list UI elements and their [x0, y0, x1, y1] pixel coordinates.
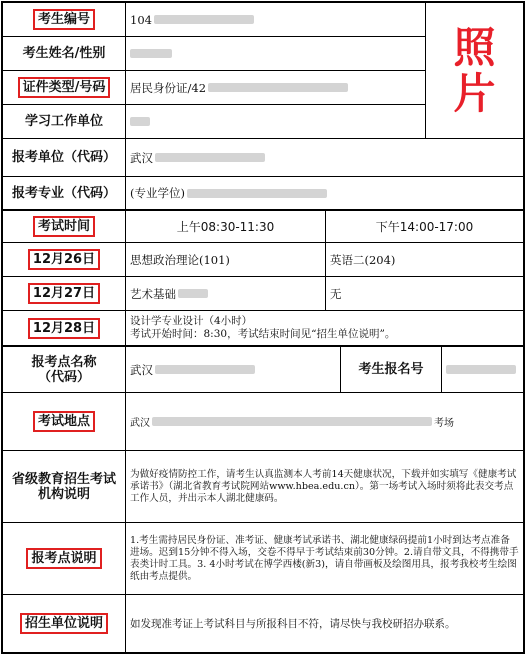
apply-unit-label: 报考单位（代码） — [11, 150, 116, 165]
apply-major-label: 报考专业（代码） — [11, 185, 116, 201]
candidate-no-label: 考生编号 — [33, 9, 95, 30]
redacted-block — [130, 49, 172, 58]
pm-subject: 无 — [330, 286, 342, 301]
candidate-no-value-cell — [126, 3, 425, 36]
admission-ticket — [1, 1, 525, 654]
am-subject: 艺术基础 — [130, 286, 176, 301]
site-note-text: 1.考生需持居民身份证、准考证、健康考试承诺书、湖北健康绿码提前1小时到达考点准备进场。迟到15分钟不得入场，交卷不得早于考试结束前30分钟。2.请自带文具，不得携带手表类计时工具。3. 4小时考试在博学西楼(新3)，请自带画板及绘图用具，报考我校考生绘图纸由考点提供。 — [130, 534, 519, 582]
location-value: 武汉 — [130, 418, 150, 429]
apply-major-value: (专业学位) — [130, 186, 185, 200]
row-site-note — [3, 523, 523, 595]
redacted-block — [154, 15, 254, 24]
photo-label: 照片 — [453, 22, 496, 118]
redacted-block — [187, 189, 327, 198]
row-provincial-note — [3, 451, 523, 523]
row-work-unit — [3, 105, 425, 139]
site-label: 报考点名称（代码） — [31, 354, 97, 385]
row-apply-unit — [3, 139, 523, 177]
redacted-block — [130, 117, 150, 126]
exam-start-note: 考试开始时间：8:30，考试结束时间见“招生单位说明”。 — [130, 328, 396, 340]
row-school-note — [3, 595, 523, 652]
location-suffix: 考场 — [434, 418, 454, 429]
row-candidate-no — [3, 3, 425, 37]
exam-time-label: 考试时间 — [33, 216, 95, 237]
redacted-block — [152, 417, 432, 426]
id-label: 证件类型/号码 — [18, 77, 111, 98]
redacted-block — [178, 289, 208, 298]
date-label: 12月26日 — [28, 249, 100, 270]
redacted-block — [155, 365, 255, 374]
schedule-row — [3, 311, 523, 347]
schedule-row — [3, 243, 523, 277]
site-value: 武汉 — [130, 362, 153, 377]
date-label: 12月28日 — [28, 318, 100, 339]
am-subject: 设计学专业设计（4小时） — [130, 315, 253, 327]
reg-no-label: 考生报名号 — [358, 362, 424, 377]
row-site — [3, 347, 523, 393]
am-subject: 思想政治理论(101) — [130, 252, 230, 267]
row-name-gender — [3, 37, 425, 71]
provincial-label: 省级教育招生考试机构说明 — [11, 471, 116, 502]
work-unit-label: 学习工作单位 — [24, 114, 103, 129]
redacted-block — [208, 83, 348, 92]
row-location — [3, 393, 523, 451]
row-apply-major — [3, 177, 523, 211]
date-label: 12月27日 — [28, 283, 100, 304]
apply-unit-value: 武汉 — [130, 150, 153, 165]
school-note-label: 招生单位说明 — [20, 613, 108, 634]
site-note-label: 报考点说明 — [26, 548, 101, 569]
am-header: 上午08:30-11:30 — [176, 220, 275, 234]
id-value: 居民身份证/42 — [130, 80, 207, 95]
provincial-text: 为做好疫情防控工作，请考生认真监测本人考前14天健康状况，下载并如实填写《健康考试承诺书》（湖北省教育考试院网站www.hbea.edu.cn）。第一场考试入场时须将此表交考点工作人员，并出示本人湖北健康码。 — [130, 468, 517, 504]
candidate-no-value: 104 — [130, 12, 152, 27]
row-id — [3, 71, 425, 105]
photo-box — [425, 3, 523, 139]
schedule-row — [3, 277, 523, 311]
redacted-block — [155, 153, 265, 162]
school-note-text: 如发现准考证上考试科目与所报科目不符，请尽快与我校研招办联系。 — [130, 617, 456, 630]
location-label: 考试地点 — [33, 411, 95, 432]
pm-header: 下午14:00-17:00 — [375, 220, 474, 234]
schedule-header-row — [3, 211, 523, 243]
pm-subject: 英语二(204) — [330, 252, 396, 267]
redacted-block — [446, 365, 516, 374]
name-gender-label: 考生姓名/性别 — [22, 46, 106, 61]
